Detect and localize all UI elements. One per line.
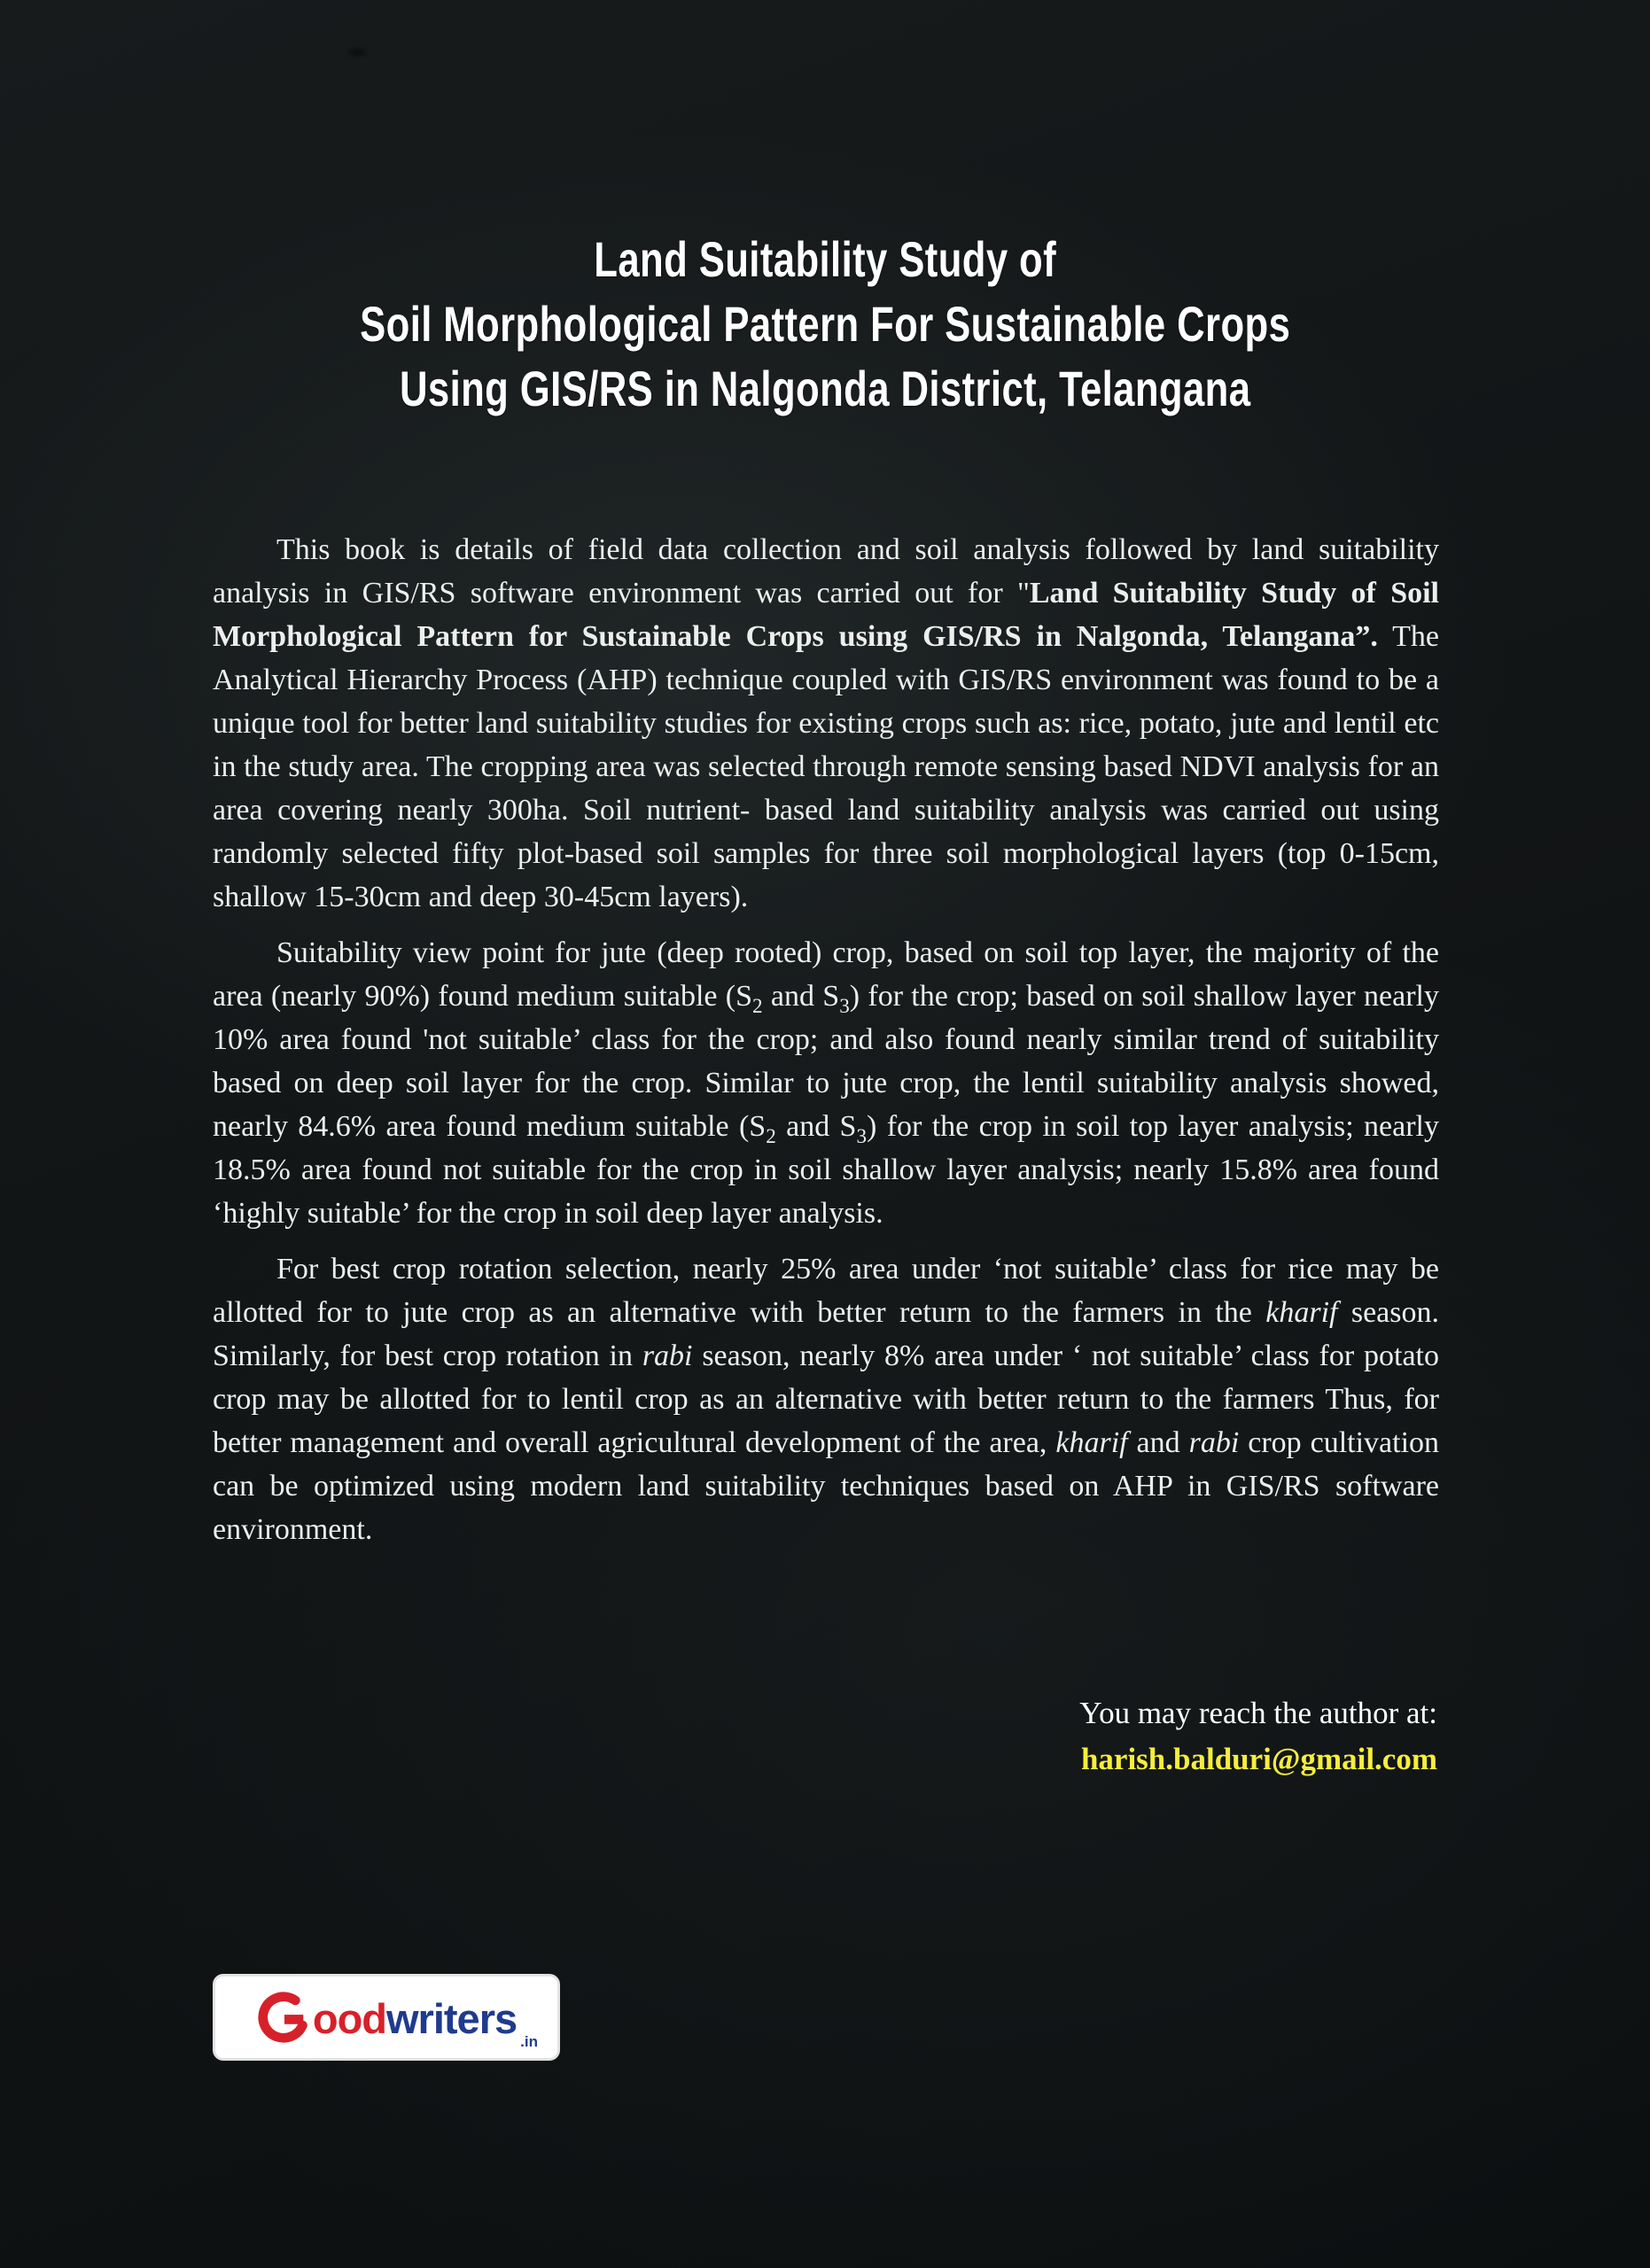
goodwriters-g-icon <box>256 1990 311 2045</box>
book-title <box>0 227 1650 421</box>
print-artifact <box>346 46 369 58</box>
contact-intro: You may reach the author at: <box>1079 1696 1437 1730</box>
book-synopsis <box>213 528 1439 1564</box>
title-line-1: Land Suitability Study of <box>594 231 1056 287</box>
logo-wordmark <box>312 1994 518 2042</box>
synopsis-paragraph-3: For best crop rotation selection, nearly 25% area under ‘not suitable’ class for rice may be allotted for to jute crop as an alternative with better return to the farmers in the kharif season. Similarly, for best crop rotation in rabi season, nearly 8% area under ‘ not suitable’ class for potato crop may be allotted for to lentil crop as an alternative with better return to the farmers Thus, for better management and overall agricultural development of the area, kharif and rabi crop cultivation can be optimized using modern land suitability techniques based on AHP in GIS/RS software environment. <box>213 1253 1440 1546</box>
logo-text-writers: writers <box>386 1994 518 2042</box>
contact-block <box>1079 1690 1437 1783</box>
title-line-2: Soil Morphological Pattern For Sustainable Crops <box>359 296 1291 352</box>
synopsis-paragraph-1: This book is details of field data collection and soil analysis followed by land suitability analysis in GIS/RS software environment was carried out for "Land Suitability Study of Soil Morphological Pattern for Sustainable Crops using GIS/RS in Nalgonda, Telangana”. The Analytical Hierarchy Process (AHP) technique coupled with GIS/RS environment was found to be a unique tool for better land suitability studies for existing crops such as: rice, potato, jute and lentil etc in the study area. The cropping area was selected through remote sensing based NDVI analysis for an area covering nearly 300ha. Soil nutrient- based land suitability analysis was carried out using randomly selected fifty plot-based soil samples for three soil morphological layers (top 0-15cm, shallow 15-30cm and deep 30-45cm layers). <box>213 533 1439 913</box>
synopsis-paragraph-2: Suitability view point for jute (deep rooted) crop, based on soil top layer, the majority of the area (nearly 90%) found medium suitable ($S_2$ and $S_3$) for the crop; based on soil shallow layer nearly 10% area found 'not suitable’ class for the crop; and also found nearly similar trend of suitability based on deep soil layer for the crop. Similar to jute crop, the lentil suitability analysis showed, nearly 84.6% area found medium suitable ($S_2$ and $S_3$) for the crop in soil top layer analysis; nearly 18.5% area found not suitable for the crop in soil shallow layer analysis; nearly 15.8% area found ‘highly suitable’ for the crop in soil deep layer analysis. <box>213 936 1439 1230</box>
goodwriters-logo <box>213 1974 560 2061</box>
author-email: harish.balduri@gmail.com <box>1080 1742 1437 1776</box>
logo-tld: .in <box>520 2033 538 2050</box>
title-line-3: Using GIS/RS in Nalgonda District, Telangana <box>399 361 1251 416</box>
logo-text-ood: ood <box>312 1994 386 2042</box>
book-title-lines <box>360 227 1290 421</box>
